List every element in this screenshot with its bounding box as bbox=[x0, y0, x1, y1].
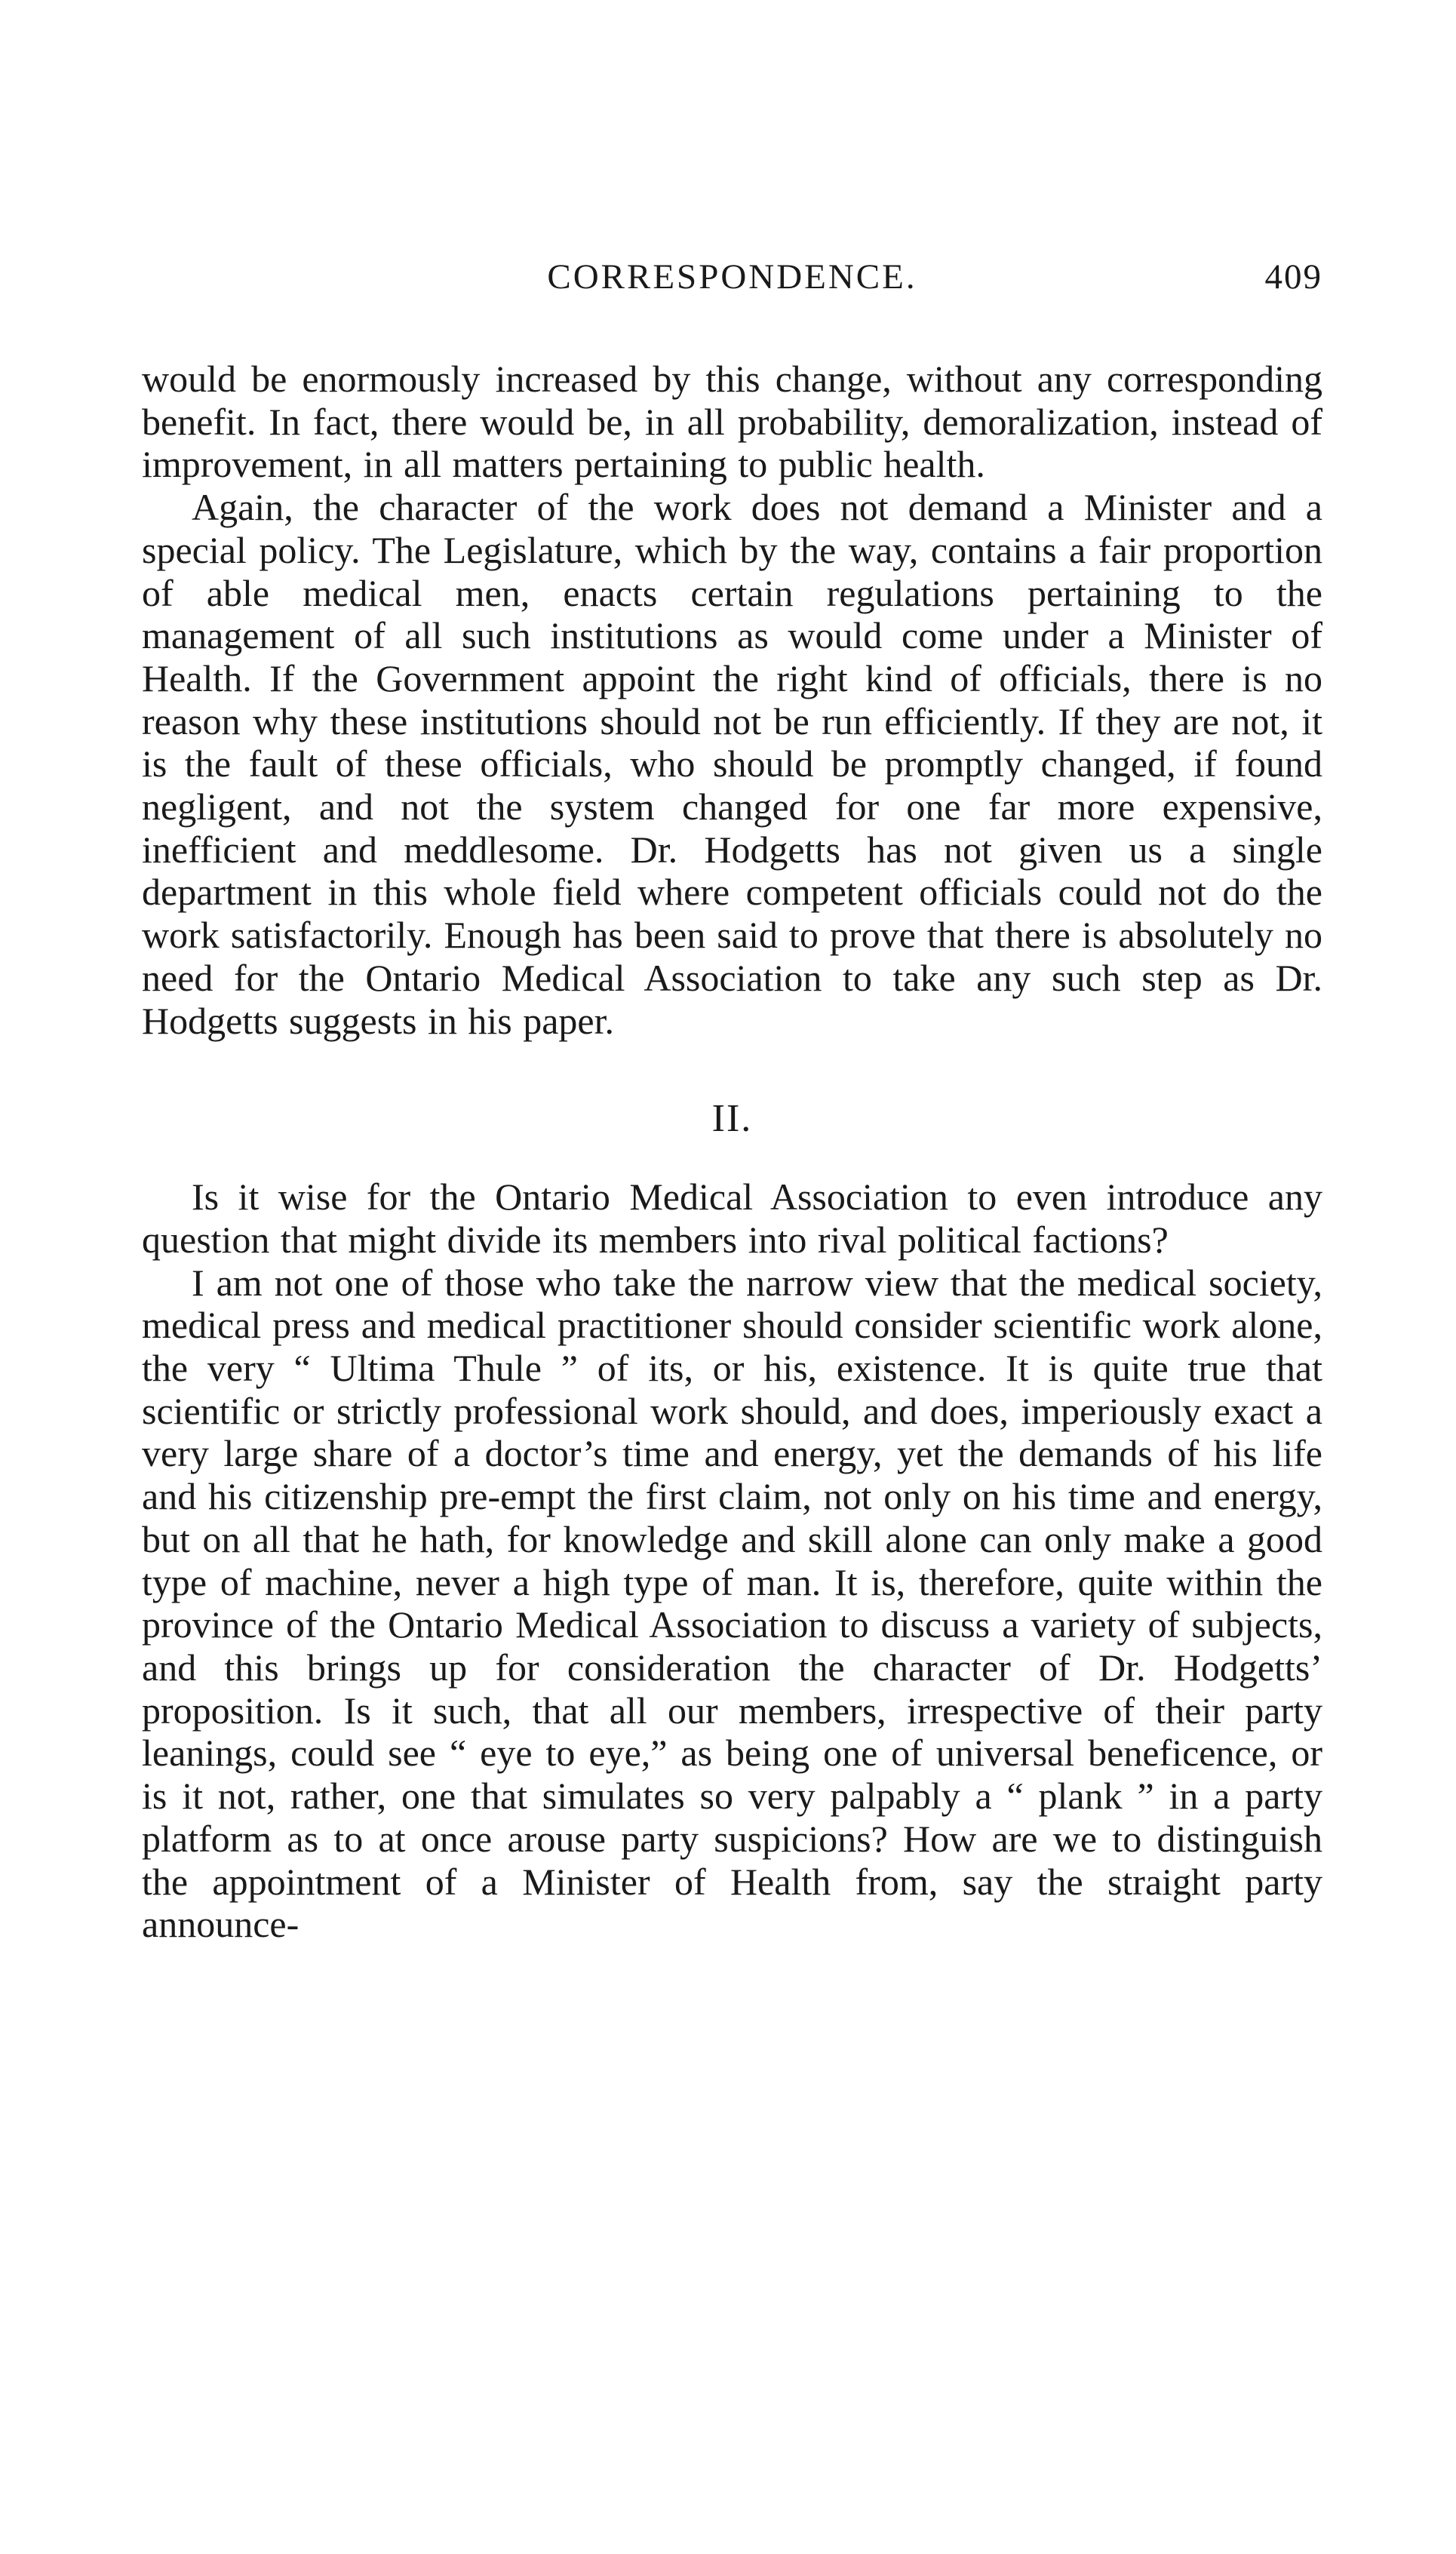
running-head bbox=[142, 257, 1322, 309]
section-one bbox=[142, 358, 1322, 1042]
section-two bbox=[142, 1176, 1322, 1946]
page-number: 409 bbox=[1264, 257, 1322, 297]
running-title: CORRESPONDENCE. bbox=[547, 257, 917, 297]
paragraph-again-character: Again, the character of the work does not demand a Minister and a special policy. The Legislature, which by the way, contains a fair proportion of able medical men, enacts certain regulations pertaining to the management of all such institutions as would come under a Minister of Health. If the Government appoint the right kind of officials, there is no reason why these institutions should not be run efficiently. If they are not, it is the fault of these officials, who should be promptly changed, if found negligent, and not the system changed for one far more expensive, inefficient and meddlesome. Dr. Hodgetts has not given us a single department in this whole field where competent officials could not do the work satisfactorily. Enough has been said to prove that there is absolutely no need for the Ontario Medical Association to take any such step as Dr. Hodgetts suggests in his paper. bbox=[142, 486, 1322, 1042]
section-heading-two: II. bbox=[711, 1097, 753, 1141]
book-page bbox=[142, 257, 1322, 1946]
paragraph-continued: would be enormously increased by this change, without any corresponding benefit. In fact, there would be, in all probability, demoralization, instead of improvement, in all matters pertaining to public health. bbox=[142, 358, 1322, 486]
paragraph-narrow-view: I am not one of those who take the narrow view that the medical society, medical press and medical practitioner should consider scientific work alone, the very “ Ultima Thule ” of its, or his, existence. It is quite true that scientific or strictly professional work should, and does, imperiously exact a very large share of a doctor’s time and energy, yet the demands of his life and his citizenship pre-empt the first claim, not only on his time and energy, but on all that he hath, for knowledge and skill alone can only make a good type of machine, never a high type of man. It is, therefore, quite within the province of the Ontario Medical Association to discuss a variety of subjects, and this brings up for consideration the character of Dr. Hodgetts’ proposition. Is it such, that all our members, irrespective of their party leanings, could see “ eye to eye,” as being one of universal beneficence, or is it not, rather, one that simulates so very palpably a “ plank ” in a party platform as to at once arouse party suspicions? How are we to distinguish the appointment of a Minister of Health from, say the straight party announce- bbox=[142, 1261, 1322, 1946]
paragraph-question: Is it wise for the Ontario Medical Association to even introduce any question that might divide its members into rival political factions? bbox=[142, 1176, 1322, 1261]
